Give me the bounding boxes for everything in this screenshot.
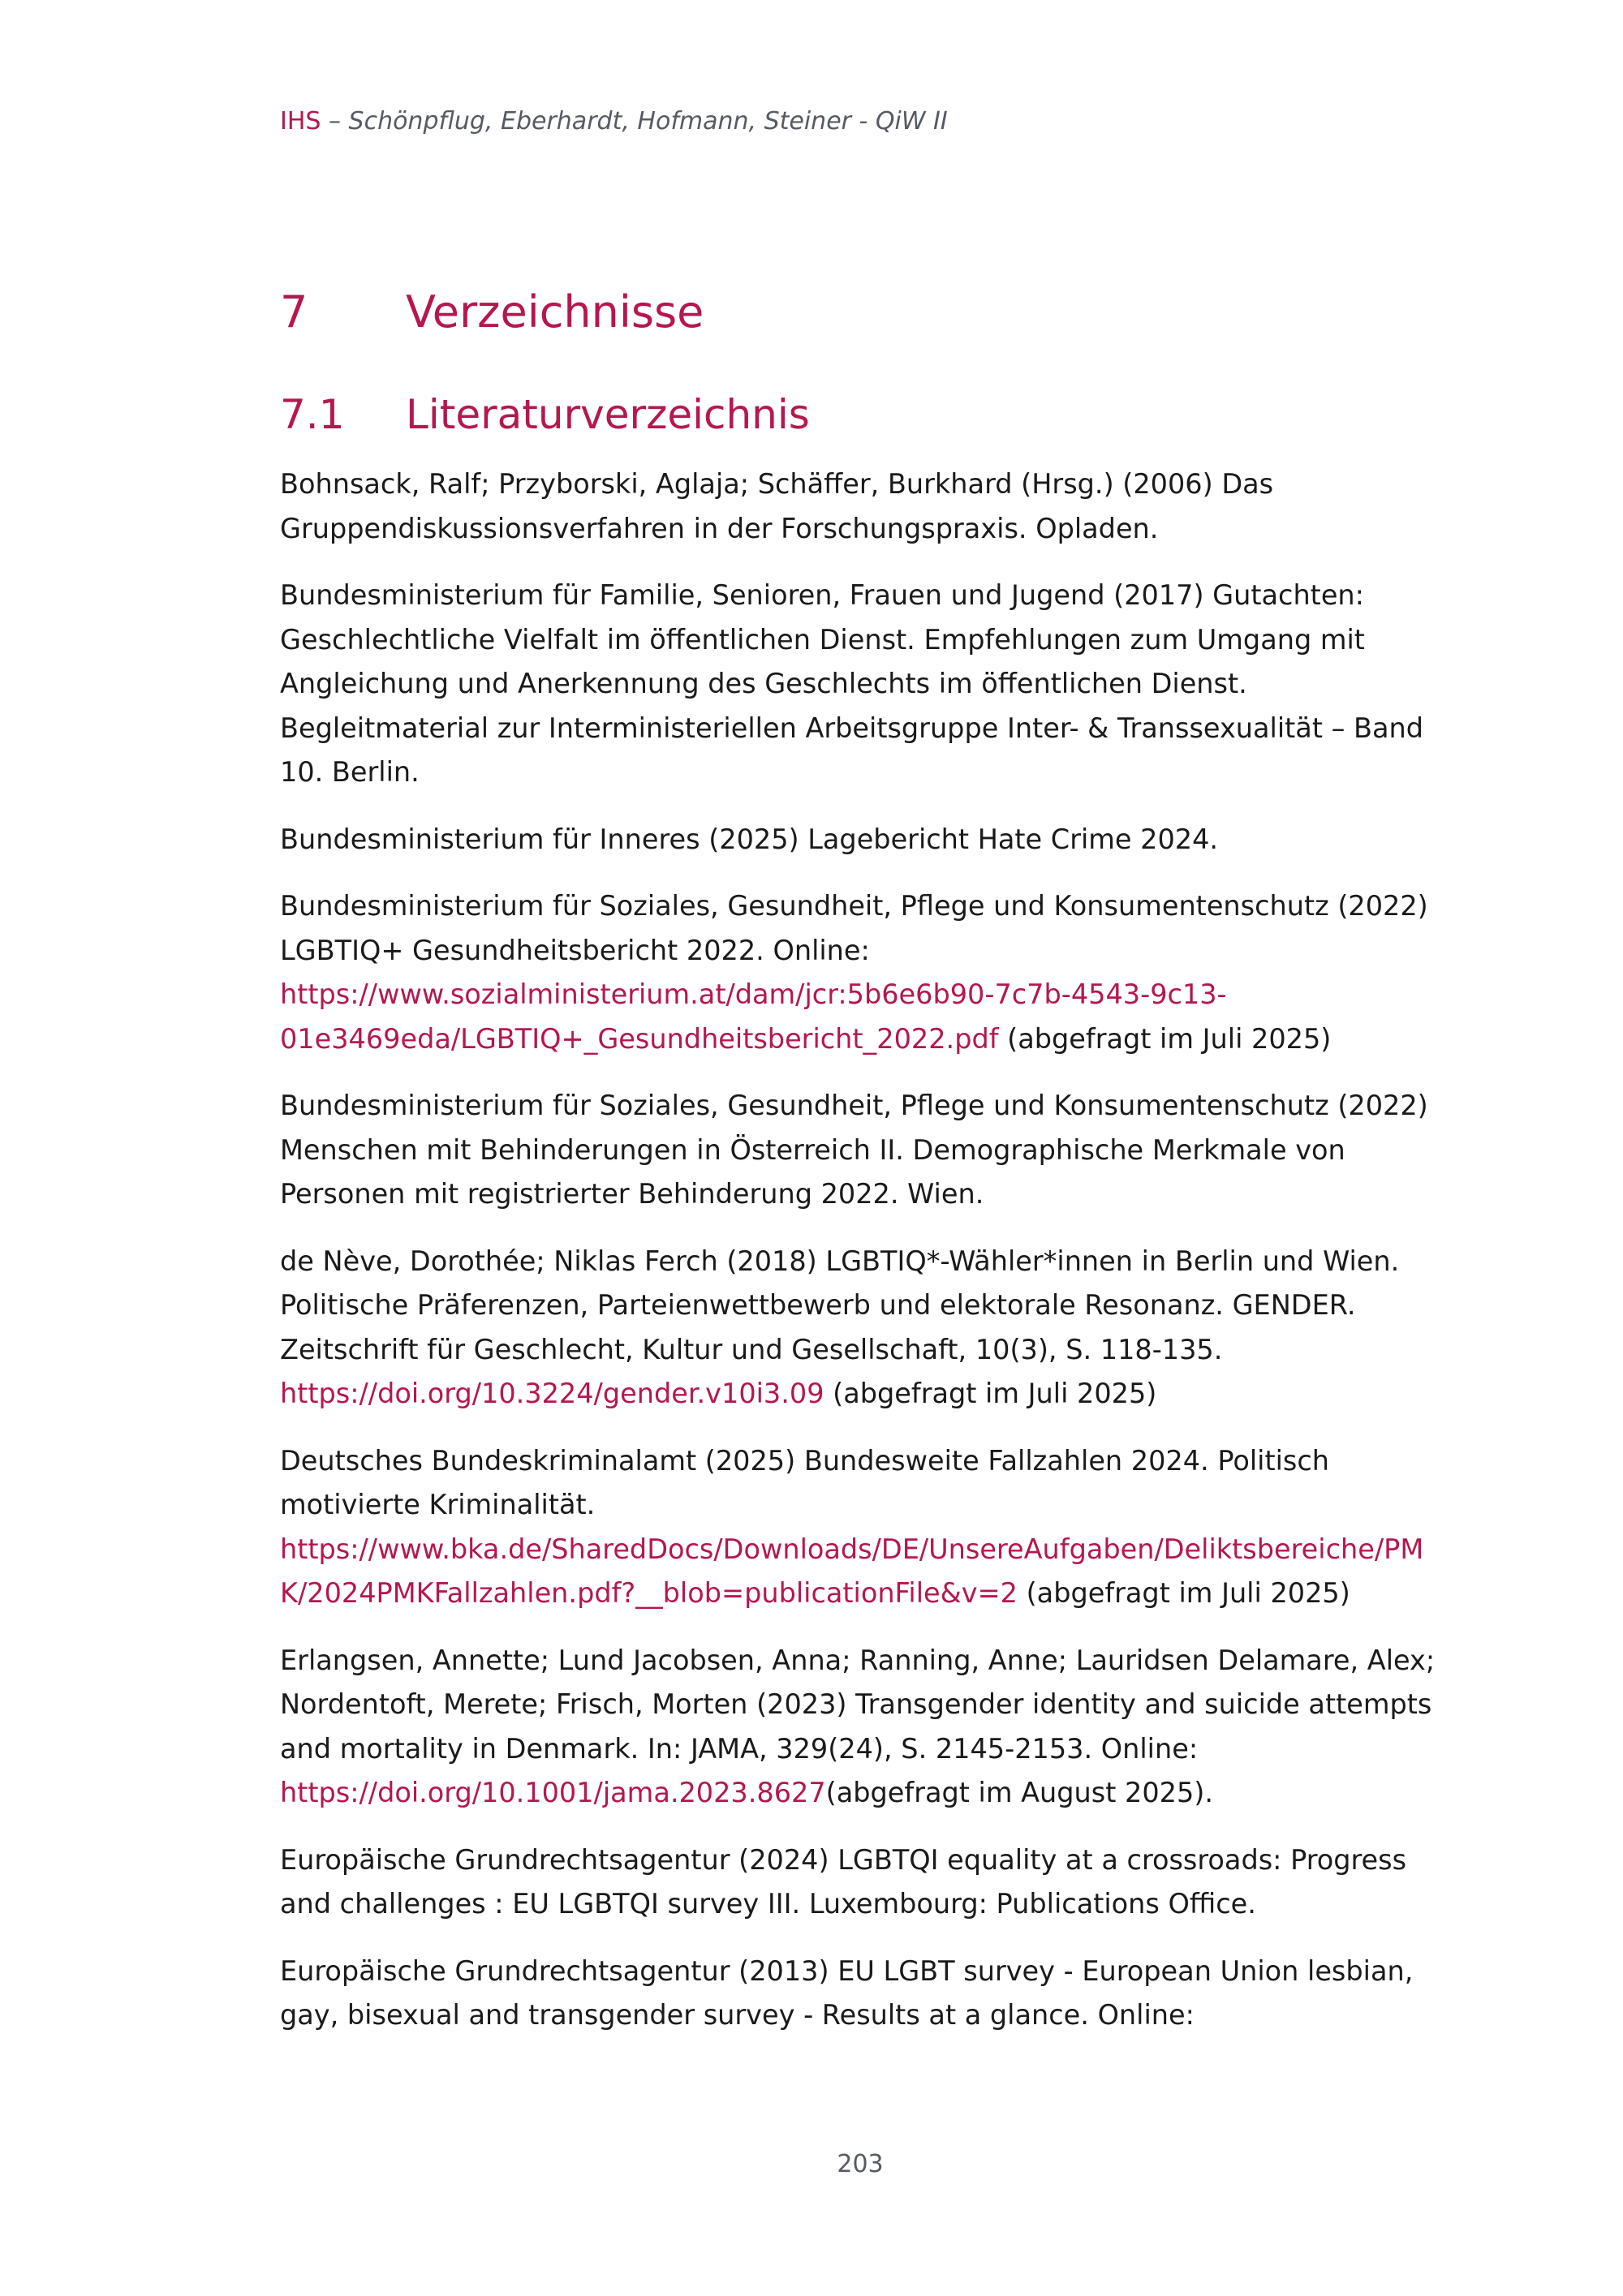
reference-text: Bundesministerium für Soziales, Gesundheit, Pflege und Konsumentenschutz (2022) Menschen mit Behinderungen in Österreich II. Demographische Merkmale von Personen mit registrierter Behinderung 2022. Wien. [280, 1090, 1428, 1210]
reference-entry [280, 1950, 1440, 2038]
reference-text: Deutsches Bundeskriminalamt (2025) Bundesweite Fallzahlen 2024. Politisch motivierte Kriminalität. [280, 1444, 1330, 1520]
subsection-number: 7.1 [280, 391, 345, 438]
section-number: 7 [280, 286, 308, 338]
reference-text: Europäische Grundrechtsagentur (2024) LGBTQI equality at a crossroads: Progress and challenges : EU LGBTQI survey III. Luxembourg: Publications Office. [280, 1843, 1407, 1920]
header-org: IHS [280, 107, 321, 135]
reference-link[interactable]: https://doi.org/10.3224/gender.v10i3.09 [280, 1378, 824, 1409]
section-title: Verzeichnisse [406, 286, 704, 338]
header-authors: Schönpflug, Eberhardt, Hofmann, Steiner - QiW II [348, 107, 948, 135]
reference-entry [280, 1639, 1440, 1816]
reference-text: Erlangsen, Annette; Lund Jacobsen, Anna; Ranning, Anne; Lauridsen Delamare, Alex; Nordentoft, Merete; Frisch, Morten (2023) Transgender identity and suicide attempts and mortality in Denmark. In: JAMA, 329(24), S. 2145-2153. Online: [280, 1644, 1436, 1765]
reference-entry [280, 884, 1440, 1061]
reference-link[interactable]: https://www.sozialministerium.at/dam/jcr:5b6e6b90-7c7b-4543-9c13-01e3469eda/LGBTIQ+_Gesundheitsbericht_2022.pdf [280, 978, 1227, 1055]
reference-accessed: (abgefragt im Juli 2025) [824, 1378, 1157, 1409]
reference-text: Europäische Grundrechtsagentur (2013) EU LGBT survey - European Union lesbian, gay, bisexual and transgender survey - Results at a glance. Online: [280, 1954, 1414, 2031]
reference-entry [280, 462, 1440, 551]
reference-text: Bundesministerium für Soziales, Gesundheit, Pflege und Konsumentenschutz (2022) LGBTIQ+ Gesundheitsbericht 2022. Online: [280, 890, 1428, 966]
reference-text: Bohnsack, Ralf; Przyborski, Aglaja; Schäffer, Burkhard (Hrsg.) (2006) Das Gruppendiskussionsverfahren in der Forschungspraxis. Opladen. [280, 468, 1274, 544]
reference-accessed: (abgefragt im Juli 2025) [998, 1022, 1332, 1055]
reference-entry [280, 574, 1440, 795]
reference-entry [280, 1240, 1440, 1417]
header-separator: – [321, 107, 349, 135]
reference-entry [280, 1838, 1440, 1927]
reference-link[interactable]: https://www.bka.de/SharedDocs/Downloads/DE/UnsereAufgaben/Deliktsbereiche/PMK/2024PMKFallzahlen.pdf?__blob=publicationFile&v=2 [280, 1533, 1424, 1609]
reference-entry [280, 818, 1440, 862]
reference-accessed: (abgefragt im August 2025). [825, 1777, 1213, 1808]
reference-list [280, 462, 1440, 2061]
reference-accessed: (abgefragt im Juli 2025) [1017, 1577, 1350, 1609]
section-heading [280, 284, 704, 341]
subsection-title: Literaturverzeichnis [406, 391, 810, 438]
reference-link[interactable]: https://doi.org/10.1001/jama.2023.8627 [280, 1777, 826, 1808]
reference-text: de Nève, Dorothée; Niklas Ferch (2018) LGBTIQ*-Wähler*innen in Berlin und Wien. Politische Präferenzen, Parteienwettbewerb und elektorale Resonanz. GENDER. Zeitschrift für Geschlecht, Kultur und Gesellschaft, 10(3), S. 118-135. [280, 1245, 1400, 1365]
page-number: 203 [837, 2150, 884, 2178]
subsection-heading [280, 388, 810, 441]
reference-entry [280, 1439, 1440, 1616]
running-header [280, 105, 948, 138]
reference-text: Bundesministerium für Familie, Senioren, Frauen und Jugend (2017) Gutachten: Geschlechtliche Vielfalt im öffentlichen Dienst. Empfehlungen zum Umgang mit Angleichung und Anerkennung des Geschlechts im öffentlichen Dienst. Begleitmaterial zur Interministeriellen Arbeitsgruppe Inter- & Transsexualität – Band 10. Berlin. [280, 579, 1424, 788]
reference-text: Bundesministerium für Inneres (2025) Lagebericht Hate Crime 2024. [280, 823, 1219, 855]
reference-entry [280, 1084, 1440, 1217]
